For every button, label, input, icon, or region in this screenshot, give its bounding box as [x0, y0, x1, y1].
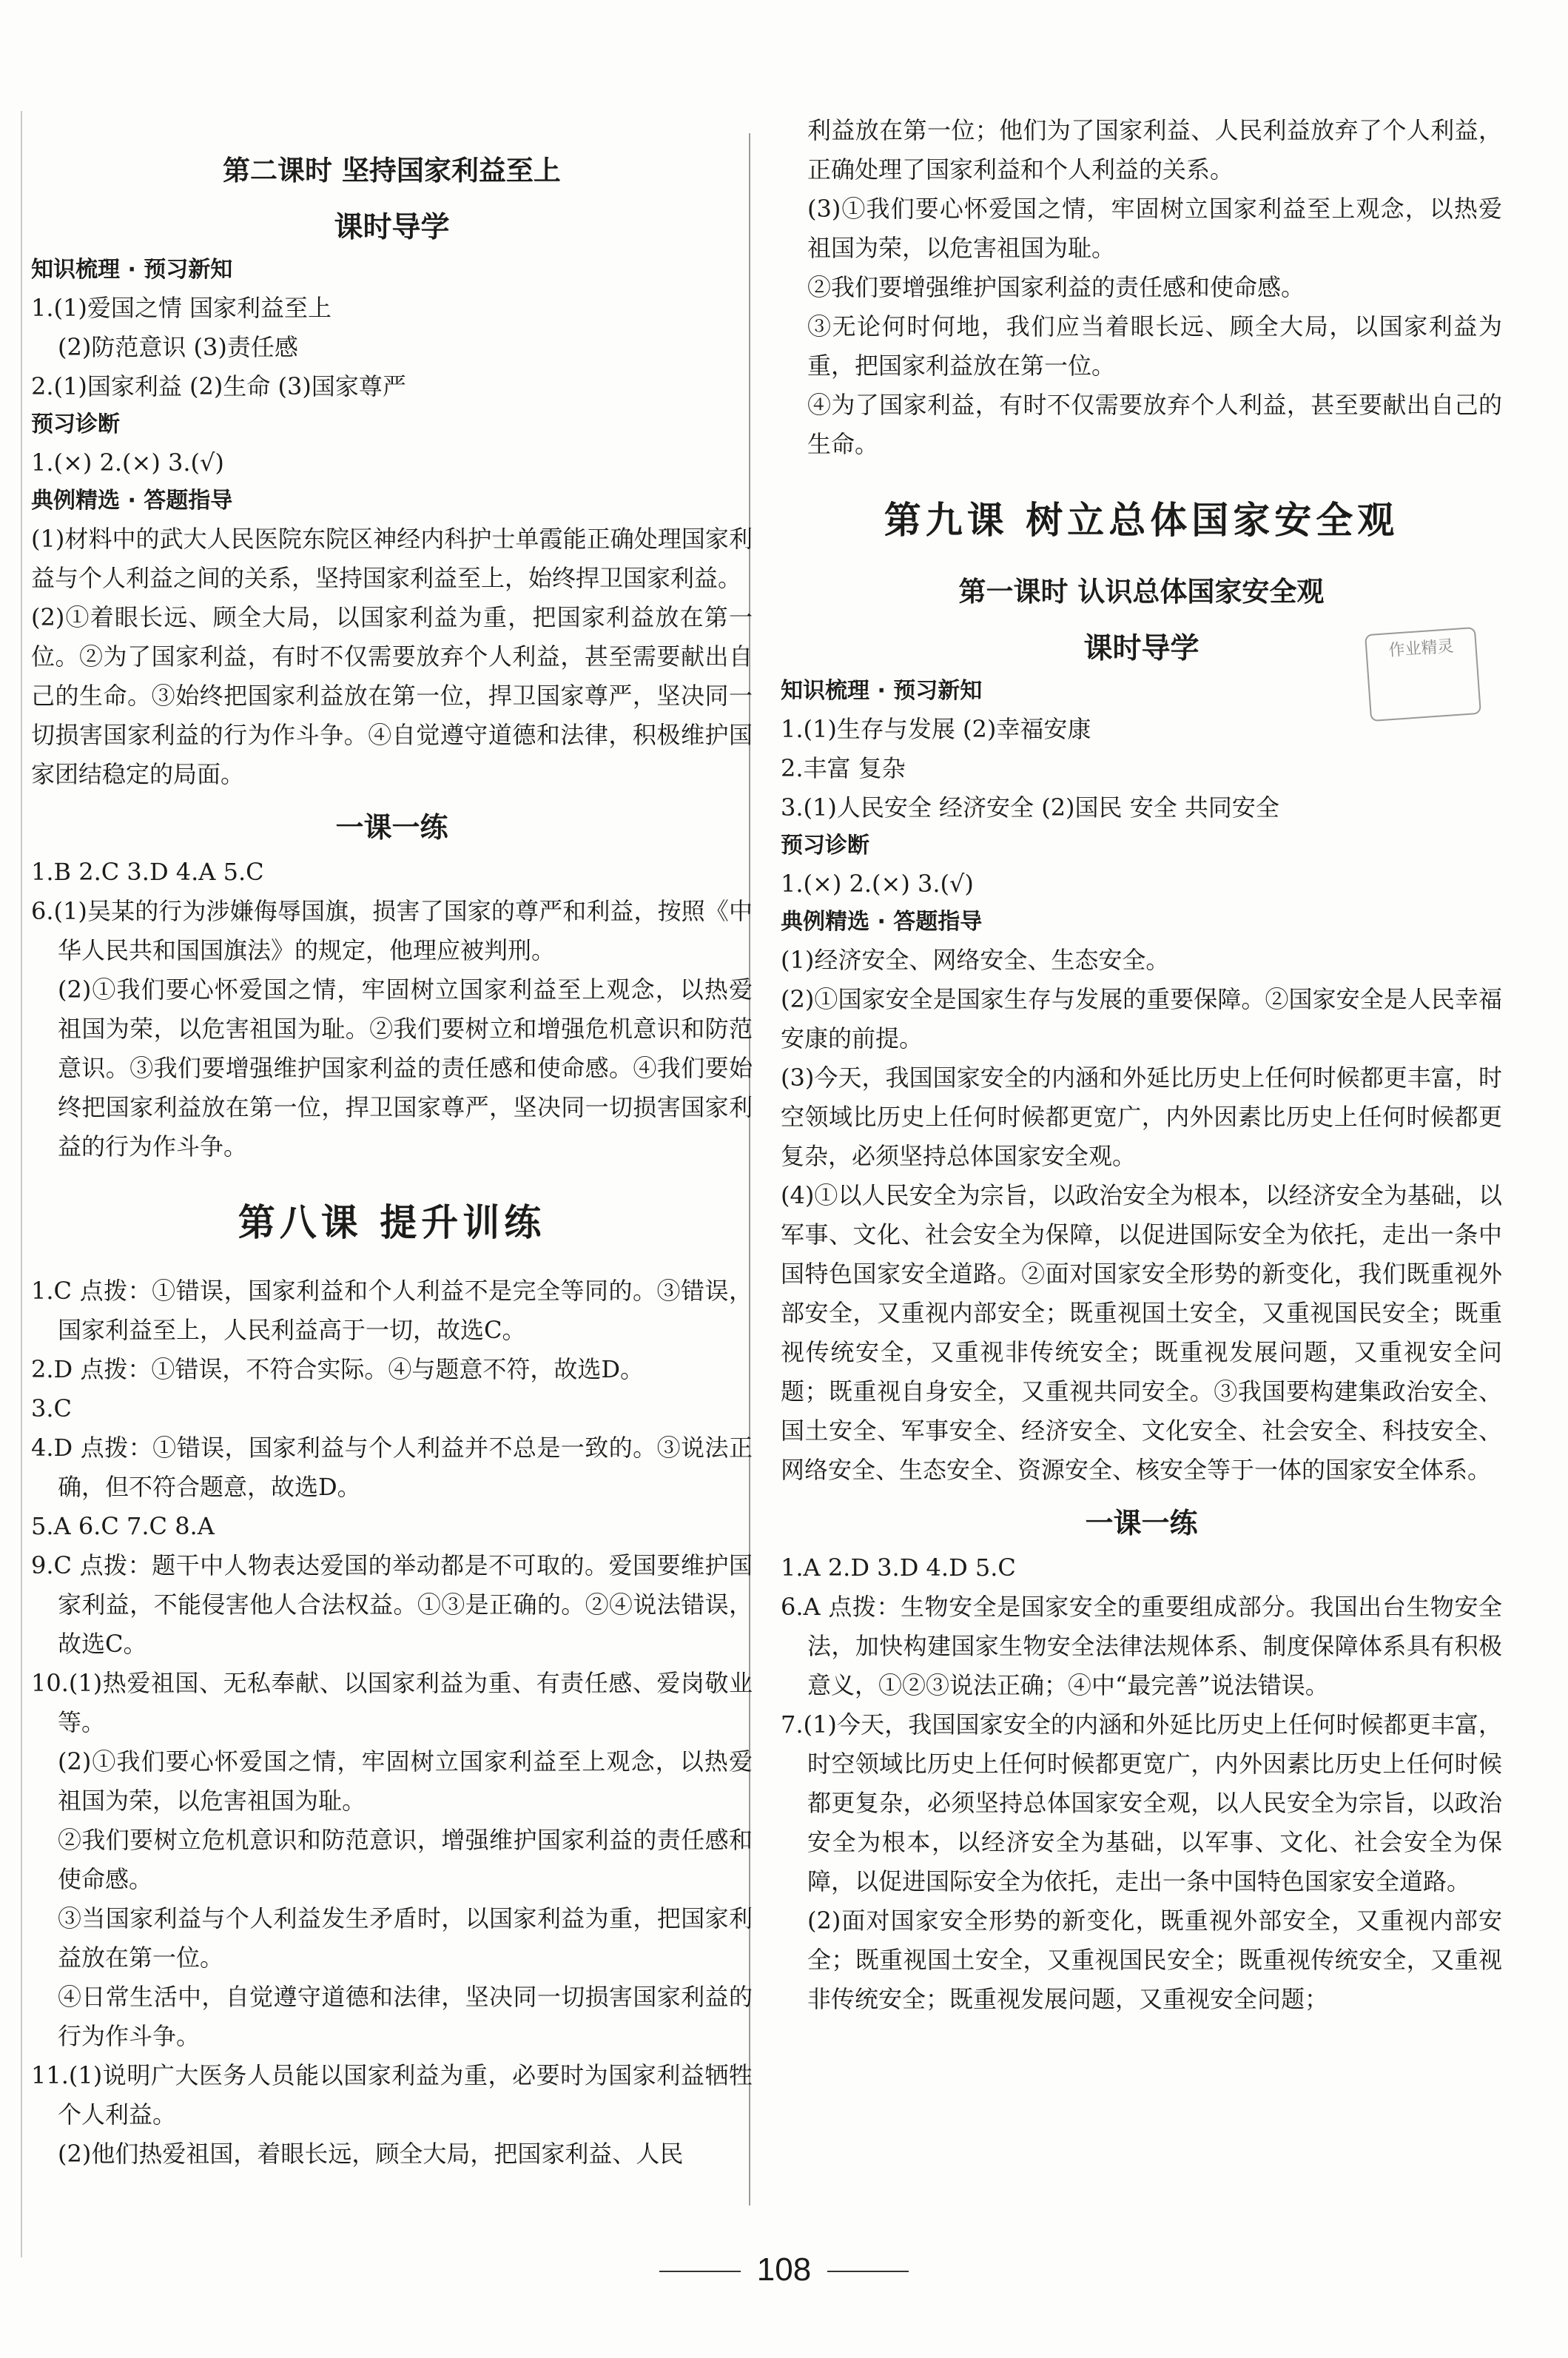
answer-paragraph: (2)①我们要心怀爱国之情，牢固树立国家利益至上观念，以热爱祖国为荣，以危害祖国为耻。 — [58, 1747, 753, 1815]
answer-paragraph: 4.D 点拨：①错误，国家利益与个人利益并不总是一致的。③说法正确，但不符合题意，故选D。 — [31, 1434, 753, 1501]
lesson-title: 第一课时 认识总体国家安全观 — [958, 576, 1325, 608]
stamp-logo — [1365, 627, 1481, 722]
answer-paragraph: (3)①我们要心怀爱国之情，牢固树立国家利益至上观念，以热爱祖国为荣，以危害祖国为耻。 — [807, 195, 1502, 262]
section-heading: 预习诊断 — [781, 833, 869, 859]
answer-paragraph: ④为了国家利益，有时不仅需要放弃个人利益，甚至要献出自己的生命。 — [807, 391, 1502, 458]
section-heading: 预习诊断 — [31, 412, 120, 437]
stamp-text: 作业精灵 — [1387, 637, 1455, 661]
unit-title: 第九课 树立总体国家安全观 — [884, 498, 1399, 542]
answer-paragraph: 11.(1)说明广大医务人员能以国家利益为重，必要时为国家利益牺牲个人利益。 — [31, 2061, 753, 2129]
answer-paragraph: 10.(1)热爱祖国、无私奉献、以国家利益为重、有责任感、爱岗敬业等。 — [31, 1669, 753, 1736]
footer-rule-right — [827, 2271, 909, 2272]
answer-paragraph: ②我们要增强维护国家利益的责任感和使命感。 — [807, 273, 1305, 301]
section-heading: 典例精选 · 答题指导 — [781, 909, 983, 935]
answer-paragraph: 3.(1)人民安全 经济安全 (2)国民 安全 共同安全 — [781, 793, 1279, 822]
answer-paragraph: (1)经济安全、网络安全、生态安全。 — [781, 946, 1170, 974]
guide-title: 课时导学 — [1083, 632, 1199, 665]
answer-paragraph: 9.C 点拨：题干中人物表达爱国的举动都是不可取的。爱国要维护国家利益，不能侵害他人合法权益。①③是正确的。②④说法错误，故选C。 — [31, 1551, 753, 1658]
right-column-body — [781, 111, 1502, 2019]
answer-paragraph: ③当国家利益与个人利益发生矛盾时，以国家利益为重，把国家利益放在第一位。 — [58, 1904, 753, 1972]
answer-paragraph: 7.(1)今天，我国国家安全的内涵和外延比历史上任何时候都更丰富，时空领域比历史上任何时候都更宽广，内外因素比历史上任何时候都更复杂，必须坚持总体国家安全观，以人民安全为宗旨，以政治安全为根本，以经济安全为基础，以军事、文化、社会安全为保障，以促进国际安全为依托，走出一条中国特色国家安全道路。 — [781, 1710, 1502, 1895]
practice-title: 一课一练 — [335, 810, 448, 844]
answer-paragraph: (2)①我们要心怀爱国之情，牢固树立国家利益至上观念，以热爱祖国为荣，以危害祖国为耻。②我们要树立和增强危机意识和防范意识。③我们要增强维护国家利益的责任感和使命感。④我们要始终把国家利益放在第一位，捍卫国家尊严，坚决同一切损害国家利益的行为作斗争。 — [58, 975, 753, 1160]
answer-paragraph: 1.(×) 2.(×) 3.(√) — [781, 870, 974, 898]
answer-paragraph: (2)面对国家安全形势的新变化，既重视外部安全，又重视内部安全；既重视国土安全，又重视国民安全；既重视传统安全，又重视非传统安全；既重视发展问题，又重视安全问题； — [807, 1907, 1502, 2013]
answer-paragraph: (2)防范意识 (3)责任感 — [58, 333, 298, 361]
answer-paragraph: 1.C 点拨：①错误，国家利益和个人利益不是完全等同的。③错误，国家利益至上，人民利益高于一切，故选C。 — [31, 1277, 753, 1344]
answer-paragraph: ②我们要树立危机意识和防范意识，增强维护国家利益的责任感和使命感。 — [58, 1826, 753, 1893]
binding-margin-line — [21, 111, 22, 2257]
answer-paragraph: 1.A 2.D 3.D 4.D 5.C — [781, 1553, 1016, 1582]
answer-paragraph: (4)①以人民安全为宗旨，以政治安全为根本，以经济安全为基础，以军事、文化、社会安全为保障，以促进国际安全为依托，走出一条中国特色国家安全道路。②面对国家安全形势的新变化，我们既重视外部安全，又重视内部安全；既重视国土安全，又重视国民安全；既重视传统安全，又重视非传统安全；既重视发展问题，又重视安全问题；既重视自身安全，又重视共同安全。③我国要构建集政治安全、国土安全、军事安全、经济安全、文化安全、社会安全、科技安全、网络安全、生态安全、资源安全、核安全等于一体的国家安全体系。 — [781, 1181, 1502, 1484]
answer-paragraph: 1.(1)生存与发展 (2)幸福安康 — [781, 715, 1091, 743]
left-column-body — [31, 252, 753, 2174]
answer-paragraph: 5.A 6.C 7.C 8.A — [31, 1512, 215, 1540]
answer-paragraph: (3)今天，我国国家安全的内涵和外延比历史上任何时候都更丰富，时空领域比历史上任何时候都更宽广，内外因素比历史上任何时候都更复杂，必须坚持总体国家安全观。 — [781, 1064, 1502, 1170]
section-heading: 典例精选 · 答题指导 — [31, 488, 233, 514]
answer-paragraph: 6.(1)吴某的行为涉嫌侮辱国旗，损害了国家的尊严和利益，按照《中华人民共和国国旗法》的规定，他理应被判刑。 — [31, 897, 753, 964]
guide-title: 课时导学 — [334, 211, 450, 244]
lesson-title: 第二课时 坚持国家利益至上 — [223, 155, 561, 187]
footer-rule-left — [659, 2271, 741, 2272]
answer-paragraph: ③无论何时何地，我们应当着眼长远、顾全大局，以国家利益为重，把国家利益放在第一位。 — [807, 312, 1502, 380]
right-column — [781, 111, 1502, 2019]
answer-paragraph: (2)他们热爱祖国，着眼长远，顾全大局，把国家利益、人民 — [58, 2140, 684, 2168]
answer-paragraph: 2.丰富 复杂 — [781, 754, 906, 782]
answer-paragraph: 2.D 点拨：①错误，不符合实际。④与题意不符，故选D。 — [31, 1355, 645, 1383]
answer-paragraph: 1.(1)爱国之情 国家利益至上 — [31, 294, 332, 322]
answer-paragraph: (2)①国家安全是国家生存与发展的重要保障。②国家安全是人民幸福安康的前提。 — [781, 985, 1502, 1052]
answer-paragraph: 3.C — [31, 1394, 73, 1422]
practice-title: 一课一练 — [1085, 1506, 1198, 1539]
answer-paragraph: 6.A 点拨：生物安全是国家安全的重要组成部分。我国出台生物安全法，加快构建国家生物安全法律法规体系、制度保障体系具有积极意义，①②③说法正确；④中“最完善”说法错误。 — [781, 1593, 1502, 1699]
answer-paragraph: (2)①着眼长远、顾全大局，以国家利益为重，把国家利益放在第一位。②为了国家利益，有时不仅需要放弃个人利益，甚至需要献出自己的生命。③始终把国家利益放在第一位，捍卫国家尊严，坚决同一切损害国家利益的行为作斗争。④自觉遵守道德和法律，积极维护国家团结稳定的局面。 — [31, 603, 753, 788]
answer-paragraph: 利益放在第一位；他们为了国家利益、人民利益放弃了个人利益，正确处理了国家利益和个人利益的关系。 — [807, 116, 1502, 184]
page-footer — [0, 2251, 1568, 2288]
answer-paragraph: 1.(×) 2.(×) 3.(√) — [31, 449, 224, 477]
answer-paragraph: 2.(1)国家利益 (2)生命 (3)国家尊严 — [31, 372, 406, 400]
section-heading: 知识梳理 · 预习新知 — [781, 678, 983, 704]
answer-paragraph: (1)材料中的武大人民医院东院区神经内科护士单霞能正确处理国家利益与个人利益之间的关系，坚持国家利益至上，始终捍卫国家利益。 — [31, 525, 753, 592]
unit-title: 第八课 提升训练 — [238, 1200, 546, 1244]
answer-paragraph: 1.B 2.C 3.D 4.A 5.C — [31, 858, 264, 886]
section-heading: 知识梳理 · 预习新知 — [31, 257, 233, 283]
page-number: 108 — [756, 2251, 812, 2288]
left-column — [31, 132, 753, 2174]
answer-paragraph: ④日常生活中，自觉遵守道德和法律，坚决同一切损害国家利益的行为作斗争。 — [58, 1983, 753, 2050]
